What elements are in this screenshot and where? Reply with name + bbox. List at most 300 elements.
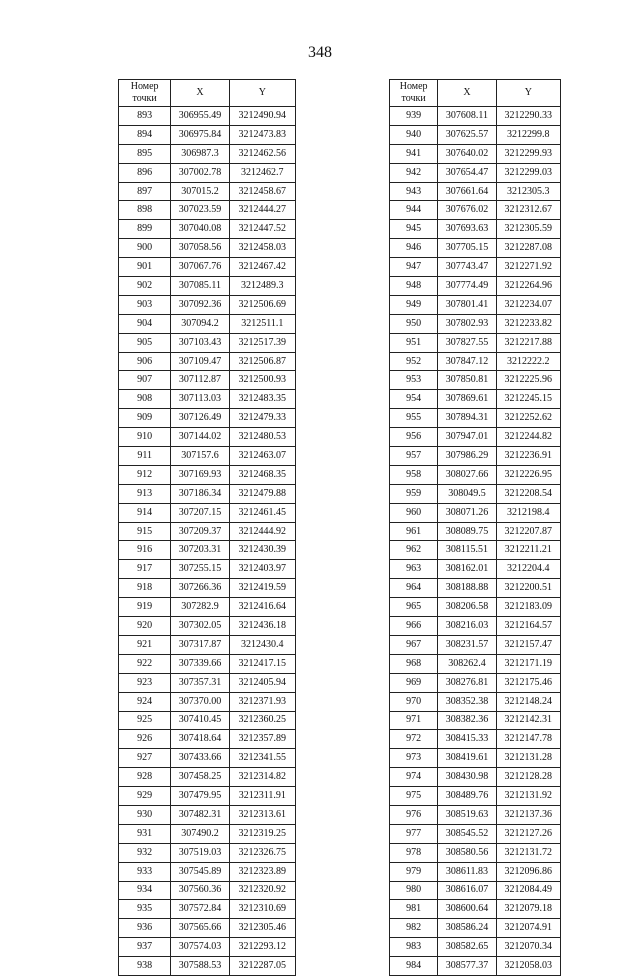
table-row	[119, 654, 296, 673]
table-row	[119, 541, 296, 560]
cell-x: 308430.98	[438, 768, 496, 787]
cell-x: 307092.36	[171, 295, 229, 314]
cell-point-number: 936	[119, 919, 171, 938]
cell-x: 307169.93	[171, 465, 229, 484]
table-row	[119, 314, 296, 333]
table-row	[390, 938, 561, 957]
table-row	[119, 125, 296, 144]
table-row	[119, 919, 296, 938]
cell-y: 3212058.03	[496, 957, 560, 976]
table-row	[390, 843, 561, 862]
cell-y: 3212084.49	[496, 881, 560, 900]
cell-x: 307986.29	[438, 447, 496, 466]
table-row	[390, 598, 561, 617]
cell-point-number: 966	[390, 617, 438, 636]
cell-x: 307850.81	[438, 371, 496, 390]
cell-x: 307302.05	[171, 617, 229, 636]
cell-point-number: 916	[119, 541, 171, 560]
cell-point-number: 926	[119, 730, 171, 749]
cell-x: 308577.37	[438, 957, 496, 976]
header-y: Y	[229, 80, 295, 107]
cell-point-number: 893	[119, 107, 171, 126]
cell-point-number: 922	[119, 654, 171, 673]
cell-point-number: 927	[119, 749, 171, 768]
cell-x: 307282.9	[171, 598, 229, 617]
table-row	[390, 484, 561, 503]
cell-y: 3212436.18	[229, 617, 295, 636]
cell-y: 3212323.89	[229, 862, 295, 881]
cell-y: 3212290.33	[496, 107, 560, 126]
cell-x: 307058.56	[171, 239, 229, 258]
table-row	[119, 768, 296, 787]
cell-y: 3212142.31	[496, 711, 560, 730]
cell-point-number: 972	[390, 730, 438, 749]
cell-x: 307040.08	[171, 220, 229, 239]
cell-y: 3212200.51	[496, 579, 560, 598]
table-row	[119, 428, 296, 447]
cell-point-number: 909	[119, 409, 171, 428]
cell-y: 3212128.28	[496, 768, 560, 787]
cell-y: 3212264.96	[496, 277, 560, 296]
cell-x: 307317.87	[171, 635, 229, 654]
coordinates-table-right	[389, 79, 561, 976]
cell-y: 3212310.69	[229, 900, 295, 919]
cell-point-number: 956	[390, 428, 438, 447]
cell-point-number: 967	[390, 635, 438, 654]
cell-x: 307482.31	[171, 805, 229, 824]
table-row	[390, 730, 561, 749]
cell-y: 3212131.72	[496, 843, 560, 862]
cell-point-number: 896	[119, 163, 171, 182]
cell-point-number: 894	[119, 125, 171, 144]
cell-y: 3212305.59	[496, 220, 560, 239]
cell-point-number: 943	[390, 182, 438, 201]
table-row	[390, 711, 561, 730]
cell-y: 3212417.15	[229, 654, 295, 673]
cell-point-number: 984	[390, 957, 438, 976]
cell-point-number: 944	[390, 201, 438, 220]
cell-y: 3212461.45	[229, 503, 295, 522]
cell-point-number: 975	[390, 787, 438, 806]
cell-x: 308419.61	[438, 749, 496, 768]
cell-x: 308071.26	[438, 503, 496, 522]
cell-point-number: 973	[390, 749, 438, 768]
cell-y: 3212207.87	[496, 522, 560, 541]
cell-y: 3212305.3	[496, 182, 560, 201]
cell-y: 3212148.24	[496, 692, 560, 711]
cell-x: 308586.24	[438, 919, 496, 938]
table-row	[390, 314, 561, 333]
table-row	[119, 201, 296, 220]
table-row	[390, 635, 561, 654]
cell-point-number: 903	[119, 295, 171, 314]
cell-y: 3212079.18	[496, 900, 560, 919]
table-row	[390, 900, 561, 919]
cell-x: 307560.36	[171, 881, 229, 900]
header-y: Y	[496, 80, 560, 107]
table-row	[119, 333, 296, 352]
cell-y: 3212320.92	[229, 881, 295, 900]
cell-x: 307094.2	[171, 314, 229, 333]
cell-x: 307608.11	[438, 107, 496, 126]
cell-point-number: 912	[119, 465, 171, 484]
cell-point-number: 897	[119, 182, 171, 201]
cell-point-number: 913	[119, 484, 171, 503]
table-row	[119, 673, 296, 692]
cell-y: 3212244.82	[496, 428, 560, 447]
cell-y: 3212506.87	[229, 352, 295, 371]
cell-y: 3212468.35	[229, 465, 295, 484]
table-row	[390, 522, 561, 541]
table-row	[390, 805, 561, 824]
cell-x: 308115.51	[438, 541, 496, 560]
cell-point-number: 959	[390, 484, 438, 503]
cell-point-number: 914	[119, 503, 171, 522]
cell-x: 307067.76	[171, 258, 229, 277]
cell-point-number: 962	[390, 541, 438, 560]
cell-point-number: 983	[390, 938, 438, 957]
cell-point-number: 920	[119, 617, 171, 636]
table-row	[119, 522, 296, 541]
cell-point-number: 974	[390, 768, 438, 787]
cell-x: 307209.37	[171, 522, 229, 541]
cell-point-number: 935	[119, 900, 171, 919]
cell-x: 307458.25	[171, 768, 229, 787]
table-row	[119, 390, 296, 409]
table-row	[119, 730, 296, 749]
table-row	[390, 749, 561, 768]
cell-x: 308049.5	[438, 484, 496, 503]
cell-x: 308600.64	[438, 900, 496, 919]
cell-y: 3212447.52	[229, 220, 295, 239]
cell-point-number: 924	[119, 692, 171, 711]
header-x: X	[438, 80, 496, 107]
cell-y: 3212357.89	[229, 730, 295, 749]
cell-x: 307103.43	[171, 333, 229, 352]
cell-x: 307112.87	[171, 371, 229, 390]
cell-point-number: 965	[390, 598, 438, 617]
cell-y: 3212444.92	[229, 522, 295, 541]
cell-x: 307802.93	[438, 314, 496, 333]
cell-point-number: 979	[390, 862, 438, 881]
cell-x: 307519.03	[171, 843, 229, 862]
cell-x: 307144.02	[171, 428, 229, 447]
table-row	[390, 862, 561, 881]
cell-y: 3212226.95	[496, 465, 560, 484]
table-header-row	[390, 80, 561, 107]
cell-x: 308162.01	[438, 560, 496, 579]
cell-y: 3212225.96	[496, 371, 560, 390]
table-row	[119, 617, 296, 636]
cell-y: 3212236.91	[496, 447, 560, 466]
cell-x: 307894.31	[438, 409, 496, 428]
cell-x: 307947.01	[438, 428, 496, 447]
cell-x: 307801.41	[438, 295, 496, 314]
cell-y: 3212293.12	[229, 938, 295, 957]
table-row	[390, 654, 561, 673]
cell-y: 3212489.3	[229, 277, 295, 296]
cell-x: 306955.49	[171, 107, 229, 126]
cell-y: 3212517.39	[229, 333, 295, 352]
cell-x: 307255.15	[171, 560, 229, 579]
table-row	[390, 182, 561, 201]
cell-x: 307186.34	[171, 484, 229, 503]
cell-y: 3212175.46	[496, 673, 560, 692]
table-row	[390, 428, 561, 447]
table-row	[119, 579, 296, 598]
cell-point-number: 902	[119, 277, 171, 296]
cell-x: 308519.63	[438, 805, 496, 824]
table-row	[119, 749, 296, 768]
table-row	[390, 503, 561, 522]
cell-point-number: 971	[390, 711, 438, 730]
cell-point-number: 953	[390, 371, 438, 390]
cell-y: 3212430.4	[229, 635, 295, 654]
table-row	[119, 295, 296, 314]
table-row	[119, 239, 296, 258]
cell-point-number: 908	[119, 390, 171, 409]
cell-point-number: 978	[390, 843, 438, 862]
cell-x: 308262.4	[438, 654, 496, 673]
table-row	[390, 163, 561, 182]
table-row	[119, 220, 296, 239]
cell-point-number: 941	[390, 144, 438, 163]
table-row	[119, 503, 296, 522]
cell-x: 307572.84	[171, 900, 229, 919]
table-row	[390, 371, 561, 390]
cell-y: 3212405.94	[229, 673, 295, 692]
cell-y: 3212341.55	[229, 749, 295, 768]
cell-y: 3212299.8	[496, 125, 560, 144]
table-row	[119, 107, 296, 126]
table-row	[119, 560, 296, 579]
cell-point-number: 961	[390, 522, 438, 541]
cell-y: 3212208.54	[496, 484, 560, 503]
table-row	[390, 125, 561, 144]
cell-point-number: 954	[390, 390, 438, 409]
cell-point-number: 970	[390, 692, 438, 711]
cell-x: 307109.47	[171, 352, 229, 371]
cell-y: 3212233.82	[496, 314, 560, 333]
table-row	[119, 447, 296, 466]
table-row	[119, 938, 296, 957]
cell-point-number: 904	[119, 314, 171, 333]
table-row	[390, 201, 561, 220]
table-row	[390, 333, 561, 352]
cell-point-number: 963	[390, 560, 438, 579]
cell-y: 3212458.03	[229, 239, 295, 258]
cell-point-number: 933	[119, 862, 171, 881]
cell-y: 3212483.35	[229, 390, 295, 409]
table-row	[390, 919, 561, 938]
cell-point-number: 906	[119, 352, 171, 371]
cell-x: 308352.38	[438, 692, 496, 711]
cell-x: 308276.81	[438, 673, 496, 692]
table-row	[119, 900, 296, 919]
cell-point-number: 945	[390, 220, 438, 239]
cell-y: 3212271.92	[496, 258, 560, 277]
cell-x: 307545.89	[171, 862, 229, 881]
cell-point-number: 946	[390, 239, 438, 258]
table-row	[119, 182, 296, 201]
table-row	[119, 843, 296, 862]
cell-point-number: 937	[119, 938, 171, 957]
table-row	[119, 144, 296, 163]
cell-y: 3212252.62	[496, 409, 560, 428]
cell-point-number: 940	[390, 125, 438, 144]
table-row	[119, 598, 296, 617]
cell-point-number: 925	[119, 711, 171, 730]
cell-y: 3212217.88	[496, 333, 560, 352]
cell-x: 307869.61	[438, 390, 496, 409]
cell-x: 308027.66	[438, 465, 496, 484]
table-row	[390, 692, 561, 711]
cell-point-number: 949	[390, 295, 438, 314]
cell-point-number: 950	[390, 314, 438, 333]
table-row	[119, 163, 296, 182]
cell-y: 3212131.28	[496, 749, 560, 768]
cell-point-number: 898	[119, 201, 171, 220]
table-row	[119, 635, 296, 654]
table-row	[119, 465, 296, 484]
cell-point-number: 928	[119, 768, 171, 787]
cell-point-number: 980	[390, 881, 438, 900]
cell-y: 3212479.88	[229, 484, 295, 503]
cell-y: 3212299.93	[496, 144, 560, 163]
table-row	[390, 447, 561, 466]
cell-x: 307743.47	[438, 258, 496, 277]
cell-y: 3212222.2	[496, 352, 560, 371]
cell-y: 3212164.57	[496, 617, 560, 636]
cell-x: 307640.02	[438, 144, 496, 163]
table-row	[390, 957, 561, 976]
cell-point-number: 957	[390, 447, 438, 466]
cell-x: 308188.88	[438, 579, 496, 598]
cell-x: 307565.66	[171, 919, 229, 938]
cell-point-number: 919	[119, 598, 171, 617]
cell-point-number: 911	[119, 447, 171, 466]
cell-x: 307661.64	[438, 182, 496, 201]
cell-point-number: 982	[390, 919, 438, 938]
table-row	[390, 352, 561, 371]
cell-x: 308616.07	[438, 881, 496, 900]
table-row	[119, 787, 296, 806]
cell-y: 3212312.67	[496, 201, 560, 220]
cell-point-number: 917	[119, 560, 171, 579]
cell-x: 308089.75	[438, 522, 496, 541]
cell-x: 307266.36	[171, 579, 229, 598]
table-row	[119, 258, 296, 277]
header-point-number: Номер точки	[119, 80, 171, 107]
table-row	[119, 277, 296, 296]
cell-x: 307203.31	[171, 541, 229, 560]
table-row	[119, 692, 296, 711]
cell-y: 3212234.07	[496, 295, 560, 314]
cell-y: 3212127.26	[496, 824, 560, 843]
cell-y: 3212444.27	[229, 201, 295, 220]
cell-point-number: 901	[119, 258, 171, 277]
cell-x: 307705.15	[438, 239, 496, 258]
cell-point-number: 895	[119, 144, 171, 163]
cell-y: 3212245.15	[496, 390, 560, 409]
page-number: 348	[308, 44, 332, 61]
cell-x: 307490.2	[171, 824, 229, 843]
cell-y: 3212500.93	[229, 371, 295, 390]
cell-point-number: 964	[390, 579, 438, 598]
cell-y: 3212511.1	[229, 314, 295, 333]
cell-x: 307157.6	[171, 447, 229, 466]
cell-point-number: 976	[390, 805, 438, 824]
cell-x: 307433.66	[171, 749, 229, 768]
cell-x: 307410.45	[171, 711, 229, 730]
cell-x: 307847.12	[438, 352, 496, 371]
cell-x: 308545.52	[438, 824, 496, 843]
cell-x: 308489.76	[438, 787, 496, 806]
cell-point-number: 934	[119, 881, 171, 900]
cell-y: 3212416.64	[229, 598, 295, 617]
table-row	[390, 560, 561, 579]
table-row	[119, 711, 296, 730]
cell-x: 307207.15	[171, 503, 229, 522]
cell-y: 3212287.08	[496, 239, 560, 258]
cell-point-number: 907	[119, 371, 171, 390]
cell-point-number: 951	[390, 333, 438, 352]
cell-y: 3212183.09	[496, 598, 560, 617]
table-row	[390, 239, 561, 258]
cell-y: 3212299.03	[496, 163, 560, 182]
cell-x: 306987.3	[171, 144, 229, 163]
table-row	[390, 409, 561, 428]
cell-x: 308580.56	[438, 843, 496, 862]
table-row	[119, 881, 296, 900]
cell-point-number: 939	[390, 107, 438, 126]
cell-point-number: 921	[119, 635, 171, 654]
cell-y: 3212458.67	[229, 182, 295, 201]
cell-x: 307479.95	[171, 787, 229, 806]
cell-y: 3212131.92	[496, 787, 560, 806]
cell-y: 3212137.36	[496, 805, 560, 824]
cell-point-number: 977	[390, 824, 438, 843]
cell-x: 308611.83	[438, 862, 496, 881]
cell-x: 307418.64	[171, 730, 229, 749]
cell-x: 308231.57	[438, 635, 496, 654]
cell-y: 3212171.19	[496, 654, 560, 673]
cell-x: 307370.00	[171, 692, 229, 711]
table-row	[119, 805, 296, 824]
cell-point-number: 958	[390, 465, 438, 484]
table-row	[390, 579, 561, 598]
table-row	[390, 787, 561, 806]
cell-y: 3212473.83	[229, 125, 295, 144]
table-row	[119, 484, 296, 503]
cell-y: 3212462.56	[229, 144, 295, 163]
cell-y: 3212314.82	[229, 768, 295, 787]
cell-x: 307015.2	[171, 182, 229, 201]
cell-x: 307023.59	[171, 201, 229, 220]
cell-y: 3212070.34	[496, 938, 560, 957]
table-row	[390, 673, 561, 692]
table-row	[390, 295, 561, 314]
cell-x: 307588.53	[171, 957, 229, 976]
cell-point-number: 955	[390, 409, 438, 428]
cell-point-number: 947	[390, 258, 438, 277]
cell-x: 307085.11	[171, 277, 229, 296]
cell-point-number: 899	[119, 220, 171, 239]
cell-y: 3212479.33	[229, 409, 295, 428]
table-row	[119, 352, 296, 371]
cell-y: 3212371.93	[229, 692, 295, 711]
cell-x: 307676.02	[438, 201, 496, 220]
